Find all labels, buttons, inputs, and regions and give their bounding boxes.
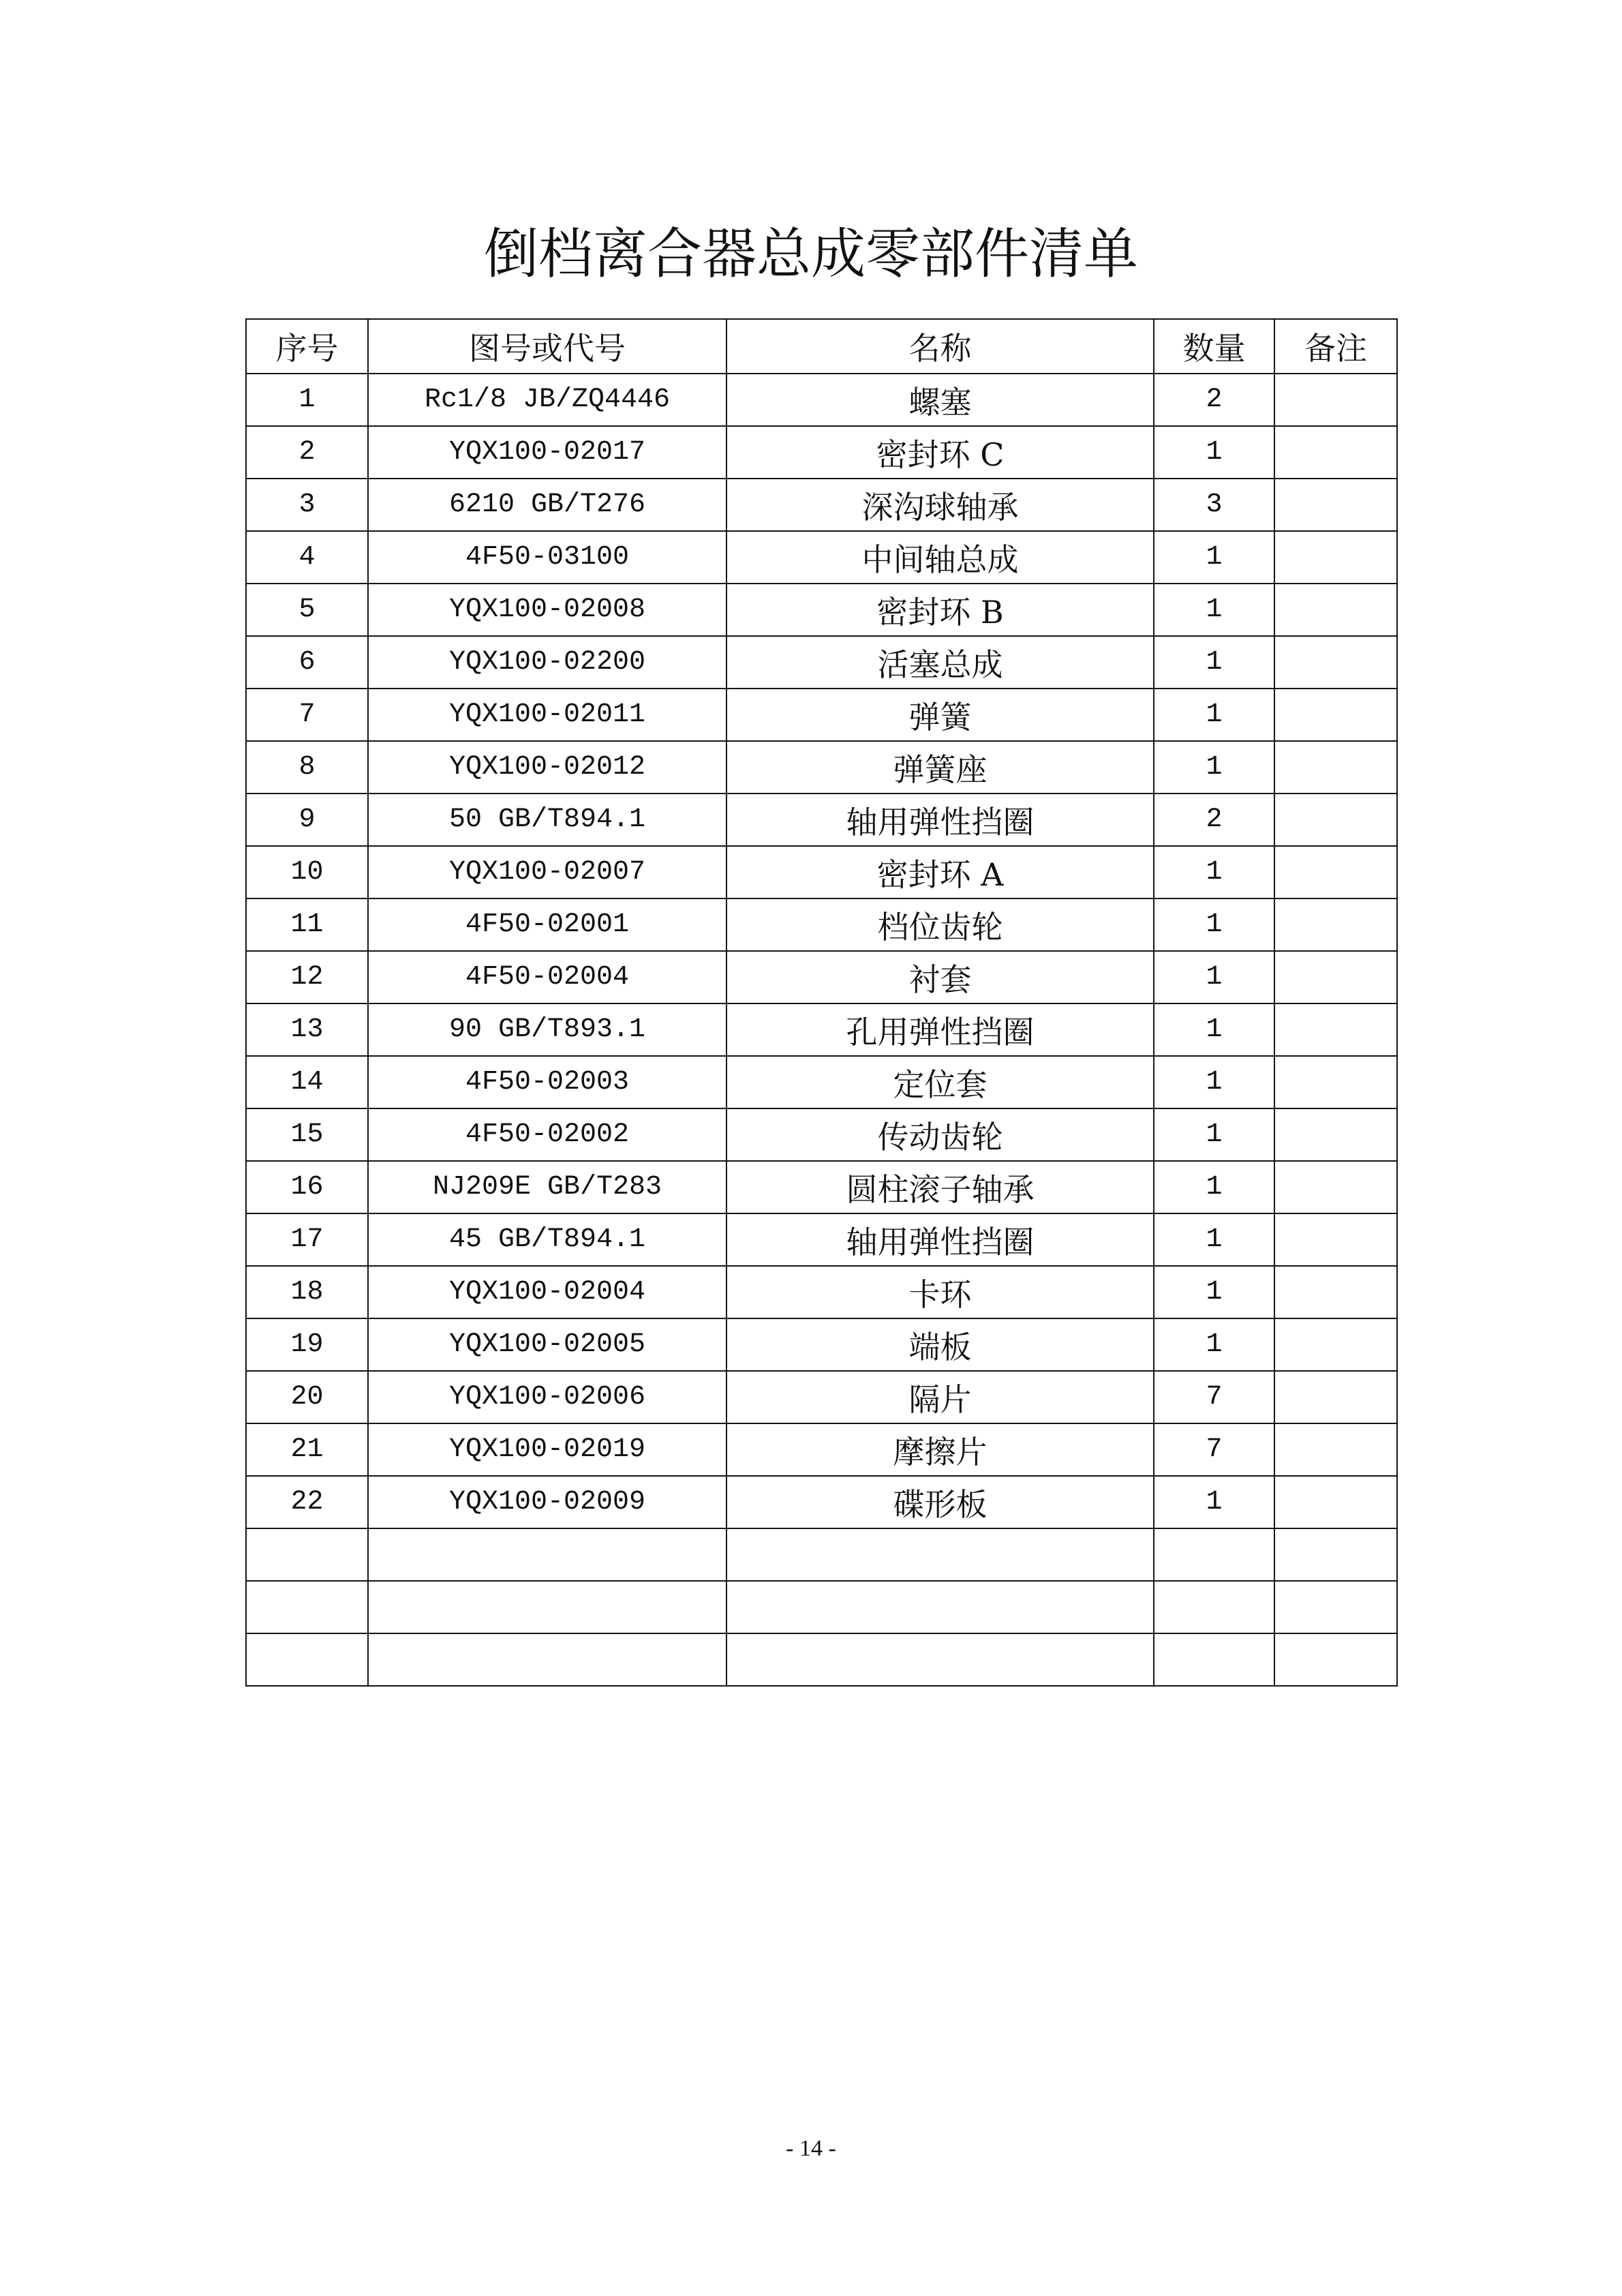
cell-qty: 1 [1154, 1003, 1274, 1056]
cell-qty: 1 [1154, 898, 1274, 951]
cell-qty: 3 [1154, 479, 1274, 531]
cell-seq: 1 [246, 374, 368, 426]
cell-qty: 1 [1154, 426, 1274, 479]
cell-name: 轴用弹性挡圈 [726, 794, 1154, 846]
header-note: 备注 [1274, 319, 1397, 374]
table-row [246, 374, 1397, 426]
cell-note [1274, 1371, 1397, 1423]
cell-name: 密封环 A [726, 846, 1154, 898]
cell-qty: 7 [1154, 1371, 1274, 1423]
table-row [246, 1423, 1397, 1476]
cell-qty: 1 [1154, 951, 1274, 1003]
cell-name: 端板 [726, 1318, 1154, 1371]
cell-note [1274, 636, 1397, 689]
cell-seq [246, 1581, 368, 1633]
table-row [246, 951, 1397, 1003]
cell-code: 4F50-02002 [368, 1108, 726, 1161]
cell-qty [1154, 1528, 1274, 1581]
table-row [246, 1003, 1397, 1056]
cell-note [1274, 1476, 1397, 1528]
cell-name: 圆柱滚子轴承 [726, 1161, 1154, 1213]
parts-list-table [245, 318, 1398, 1687]
cell-code [368, 1581, 726, 1633]
table-header-row [246, 319, 1397, 374]
cell-qty: 1 [1154, 741, 1274, 794]
cell-name: 密封环 C [726, 426, 1154, 479]
table-row-empty [246, 1528, 1397, 1581]
table-row [246, 636, 1397, 689]
cell-qty: 1 [1154, 1161, 1274, 1213]
cell-code: 4F50-03100 [368, 531, 726, 584]
cell-code: YQX100-02006 [368, 1371, 726, 1423]
cell-note [1274, 1633, 1397, 1686]
cell-code: YQX100-02017 [368, 426, 726, 479]
header-seq: 序号 [246, 319, 368, 374]
cell-name: 深沟球轴承 [726, 479, 1154, 531]
cell-note [1274, 1266, 1397, 1318]
cell-name: 弹簧 [726, 689, 1154, 741]
cell-note [1274, 479, 1397, 531]
cell-code: 50 GB/T894.1 [368, 794, 726, 846]
cell-seq: 12 [246, 951, 368, 1003]
cell-code: 4F50-02001 [368, 898, 726, 951]
cell-code: YQX100-02009 [368, 1476, 726, 1528]
cell-qty: 1 [1154, 689, 1274, 741]
cell-qty: 2 [1154, 374, 1274, 426]
table-row [246, 1318, 1397, 1371]
cell-name [726, 1633, 1154, 1686]
cell-name: 碟形板 [726, 1476, 1154, 1528]
cell-code: 6210 GB/T276 [368, 479, 726, 531]
cell-note [1274, 1108, 1397, 1161]
cell-note [1274, 898, 1397, 951]
cell-note [1274, 1056, 1397, 1108]
cell-code: YQX100-02012 [368, 741, 726, 794]
cell-qty [1154, 1633, 1274, 1686]
cell-code [368, 1633, 726, 1686]
cell-code: YQX100-02004 [368, 1266, 726, 1318]
cell-note [1274, 1528, 1397, 1581]
table-row [246, 1476, 1397, 1528]
cell-note [1274, 426, 1397, 479]
cell-code: YQX100-02019 [368, 1423, 726, 1476]
cell-note [1274, 1423, 1397, 1476]
cell-note [1274, 689, 1397, 741]
cell-qty: 2 [1154, 794, 1274, 846]
cell-name: 密封环 B [726, 584, 1154, 636]
cell-name [726, 1581, 1154, 1633]
cell-qty: 1 [1154, 1266, 1274, 1318]
table-row [246, 794, 1397, 846]
cell-name: 轴用弹性挡圈 [726, 1213, 1154, 1266]
cell-seq: 10 [246, 846, 368, 898]
table-row [246, 846, 1397, 898]
cell-code: YQX100-02011 [368, 689, 726, 741]
cell-code: YQX100-02007 [368, 846, 726, 898]
cell-code: 45 GB/T894.1 [368, 1213, 726, 1266]
table-body [246, 374, 1397, 1686]
cell-seq: 8 [246, 741, 368, 794]
cell-name: 摩擦片 [726, 1423, 1154, 1476]
cell-code: 4F50-02004 [368, 951, 726, 1003]
cell-name: 活塞总成 [726, 636, 1154, 689]
cell-qty: 1 [1154, 1213, 1274, 1266]
cell-note [1274, 531, 1397, 584]
cell-seq [246, 1528, 368, 1581]
cell-seq: 6 [246, 636, 368, 689]
cell-code [368, 1528, 726, 1581]
cell-note [1274, 584, 1397, 636]
cell-code: YQX100-02008 [368, 584, 726, 636]
table-row [246, 1266, 1397, 1318]
table-row [246, 741, 1397, 794]
cell-seq: 7 [246, 689, 368, 741]
cell-name: 螺塞 [726, 374, 1154, 426]
cell-name: 衬套 [726, 951, 1154, 1003]
cell-seq: 3 [246, 479, 368, 531]
cell-qty: 7 [1154, 1423, 1274, 1476]
cell-seq: 20 [246, 1371, 368, 1423]
cell-seq: 17 [246, 1213, 368, 1266]
cell-note [1274, 1213, 1397, 1266]
cell-note [1274, 1318, 1397, 1371]
table-row [246, 689, 1397, 741]
table-row [246, 531, 1397, 584]
cell-code: Rc1/8 JB/ZQ4446 [368, 374, 726, 426]
cell-qty: 1 [1154, 1476, 1274, 1528]
table-row [246, 898, 1397, 951]
cell-seq: 18 [246, 1266, 368, 1318]
cell-qty [1154, 1581, 1274, 1633]
table-row [246, 426, 1397, 479]
cell-seq: 19 [246, 1318, 368, 1371]
cell-seq [246, 1633, 368, 1686]
cell-seq: 4 [246, 531, 368, 584]
cell-qty: 1 [1154, 636, 1274, 689]
cell-code: NJ209E GB/T283 [368, 1161, 726, 1213]
cell-name: 卡环 [726, 1266, 1154, 1318]
cell-qty: 1 [1154, 1108, 1274, 1161]
cell-name: 传动齿轮 [726, 1108, 1154, 1161]
table-row [246, 1161, 1397, 1213]
table-row [246, 1056, 1397, 1108]
cell-note [1274, 846, 1397, 898]
cell-seq: 22 [246, 1476, 368, 1528]
cell-qty: 1 [1154, 1318, 1274, 1371]
table-row [246, 1108, 1397, 1161]
cell-name: 孔用弹性挡圈 [726, 1003, 1154, 1056]
header-code: 图号或代号 [368, 319, 726, 374]
header-name: 名称 [726, 319, 1154, 374]
cell-seq: 15 [246, 1108, 368, 1161]
cell-seq: 2 [246, 426, 368, 479]
page-number: - 14 - [786, 2136, 836, 2161]
page-title: 倒档离合器总成零部件清单 [484, 222, 1138, 286]
cell-note [1274, 1161, 1397, 1213]
table-row [246, 1213, 1397, 1266]
cell-seq: 16 [246, 1161, 368, 1213]
table-row-empty [246, 1633, 1397, 1686]
cell-qty: 1 [1154, 584, 1274, 636]
table-row [246, 584, 1397, 636]
cell-name: 隔片 [726, 1371, 1154, 1423]
cell-seq: 13 [246, 1003, 368, 1056]
cell-qty: 1 [1154, 531, 1274, 584]
cell-note [1274, 374, 1397, 426]
table-row [246, 479, 1397, 531]
cell-seq: 5 [246, 584, 368, 636]
cell-name: 档位齿轮 [726, 898, 1154, 951]
cell-note [1274, 1581, 1397, 1633]
cell-note [1274, 741, 1397, 794]
cell-note [1274, 951, 1397, 1003]
table-row [246, 1371, 1397, 1423]
cell-code: 90 GB/T893.1 [368, 1003, 726, 1056]
cell-seq: 11 [246, 898, 368, 951]
cell-seq: 14 [246, 1056, 368, 1108]
cell-name: 定位套 [726, 1056, 1154, 1108]
cell-qty: 1 [1154, 1056, 1274, 1108]
cell-seq: 21 [246, 1423, 368, 1476]
cell-name: 弹簧座 [726, 741, 1154, 794]
cell-qty: 1 [1154, 846, 1274, 898]
cell-seq: 9 [246, 794, 368, 846]
cell-code: YQX100-02005 [368, 1318, 726, 1371]
cell-note [1274, 1003, 1397, 1056]
table-row-empty [246, 1581, 1397, 1633]
cell-code: YQX100-02200 [368, 636, 726, 689]
header-qty: 数量 [1154, 319, 1274, 374]
cell-code: 4F50-02003 [368, 1056, 726, 1108]
cell-note [1274, 794, 1397, 846]
cell-name: 中间轴总成 [726, 531, 1154, 584]
cell-name [726, 1528, 1154, 1581]
